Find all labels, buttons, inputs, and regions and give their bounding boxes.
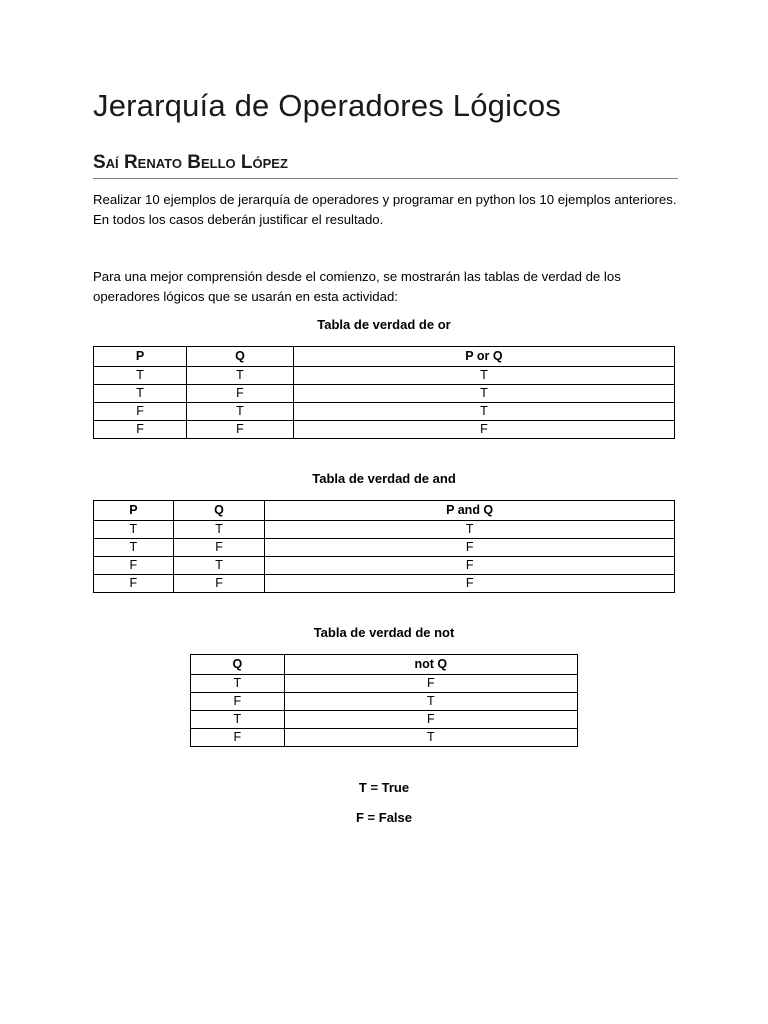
table-cell: F xyxy=(173,575,265,593)
table-cell: F xyxy=(94,575,174,593)
table-row xyxy=(94,421,675,439)
table-cell: T xyxy=(191,711,285,729)
table-cell: T xyxy=(284,693,577,711)
author-name: Saí Renato Bello López xyxy=(93,152,678,179)
or-table-caption: Tabla de verdad de or xyxy=(317,317,451,332)
table-cell: F xyxy=(173,539,265,557)
table-header-row xyxy=(94,501,675,521)
or-truth-table xyxy=(93,346,675,439)
table-cell: T xyxy=(94,521,174,539)
table-row xyxy=(94,385,675,403)
not-truth-table xyxy=(190,654,578,747)
table-cell: F xyxy=(293,421,674,439)
not-table-caption: Tabla de verdad de not xyxy=(313,625,455,640)
table-row xyxy=(191,675,578,693)
table-cell: F xyxy=(94,557,174,575)
table-cell: T xyxy=(293,367,674,385)
document-title: Jerarquía de Operadores Lógicos xyxy=(93,88,562,123)
table-row xyxy=(94,575,675,593)
intro-paragraph: Para una mejor comprensión desde el comienzo, se mostrarán las tablas de verdad de los operadores lógicos que se usarán en esta actividad: xyxy=(93,269,621,304)
column-header: Q xyxy=(191,655,285,675)
table-cell: F xyxy=(265,557,675,575)
table-cell: F xyxy=(94,403,187,421)
table-cell: T xyxy=(94,539,174,557)
table-cell: T xyxy=(191,675,285,693)
column-header: not Q xyxy=(284,655,577,675)
table-cell: T xyxy=(284,729,577,747)
table-row xyxy=(94,403,675,421)
table-cell: F xyxy=(94,421,187,439)
and-table-caption: Tabla de verdad de and xyxy=(312,471,456,486)
column-header: P xyxy=(94,347,187,367)
table-row xyxy=(94,539,675,557)
table-cell: F xyxy=(265,539,675,557)
table-row xyxy=(191,729,578,747)
column-header: P or Q xyxy=(293,347,674,367)
table-cell: T xyxy=(173,557,265,575)
table-cell: T xyxy=(173,521,265,539)
legend-false: F = False xyxy=(356,810,412,825)
table-cell: F xyxy=(284,675,577,693)
table-row xyxy=(94,557,675,575)
and-truth-table xyxy=(93,500,675,593)
column-header: Q xyxy=(187,347,294,367)
table-header-row xyxy=(94,347,675,367)
table-cell: T xyxy=(94,367,187,385)
table-cell: F xyxy=(187,421,294,439)
table-row xyxy=(191,711,578,729)
table-row xyxy=(94,521,675,539)
table-cell: T xyxy=(265,521,675,539)
column-header: P xyxy=(94,501,174,521)
table-cell: T xyxy=(293,385,674,403)
column-header: P and Q xyxy=(265,501,675,521)
table-header-row xyxy=(191,655,578,675)
table-cell: T xyxy=(187,367,294,385)
table-row xyxy=(191,693,578,711)
table-cell: F xyxy=(284,711,577,729)
column-header: Q xyxy=(173,501,265,521)
table-cell: F xyxy=(187,385,294,403)
table-cell: F xyxy=(265,575,675,593)
table-cell: F xyxy=(191,729,285,747)
table-row xyxy=(94,367,675,385)
table-cell: T xyxy=(187,403,294,421)
instructions-paragraph: Realizar 10 ejemplos de jerarquía de operadores y programar en python los 10 ejemplos anteriores. En todos los casos deberán justificar el resultado. xyxy=(93,192,677,227)
table-cell: F xyxy=(191,693,285,711)
table-cell: T xyxy=(293,403,674,421)
table-cell: T xyxy=(94,385,187,403)
legend-true: T = True xyxy=(358,780,410,795)
